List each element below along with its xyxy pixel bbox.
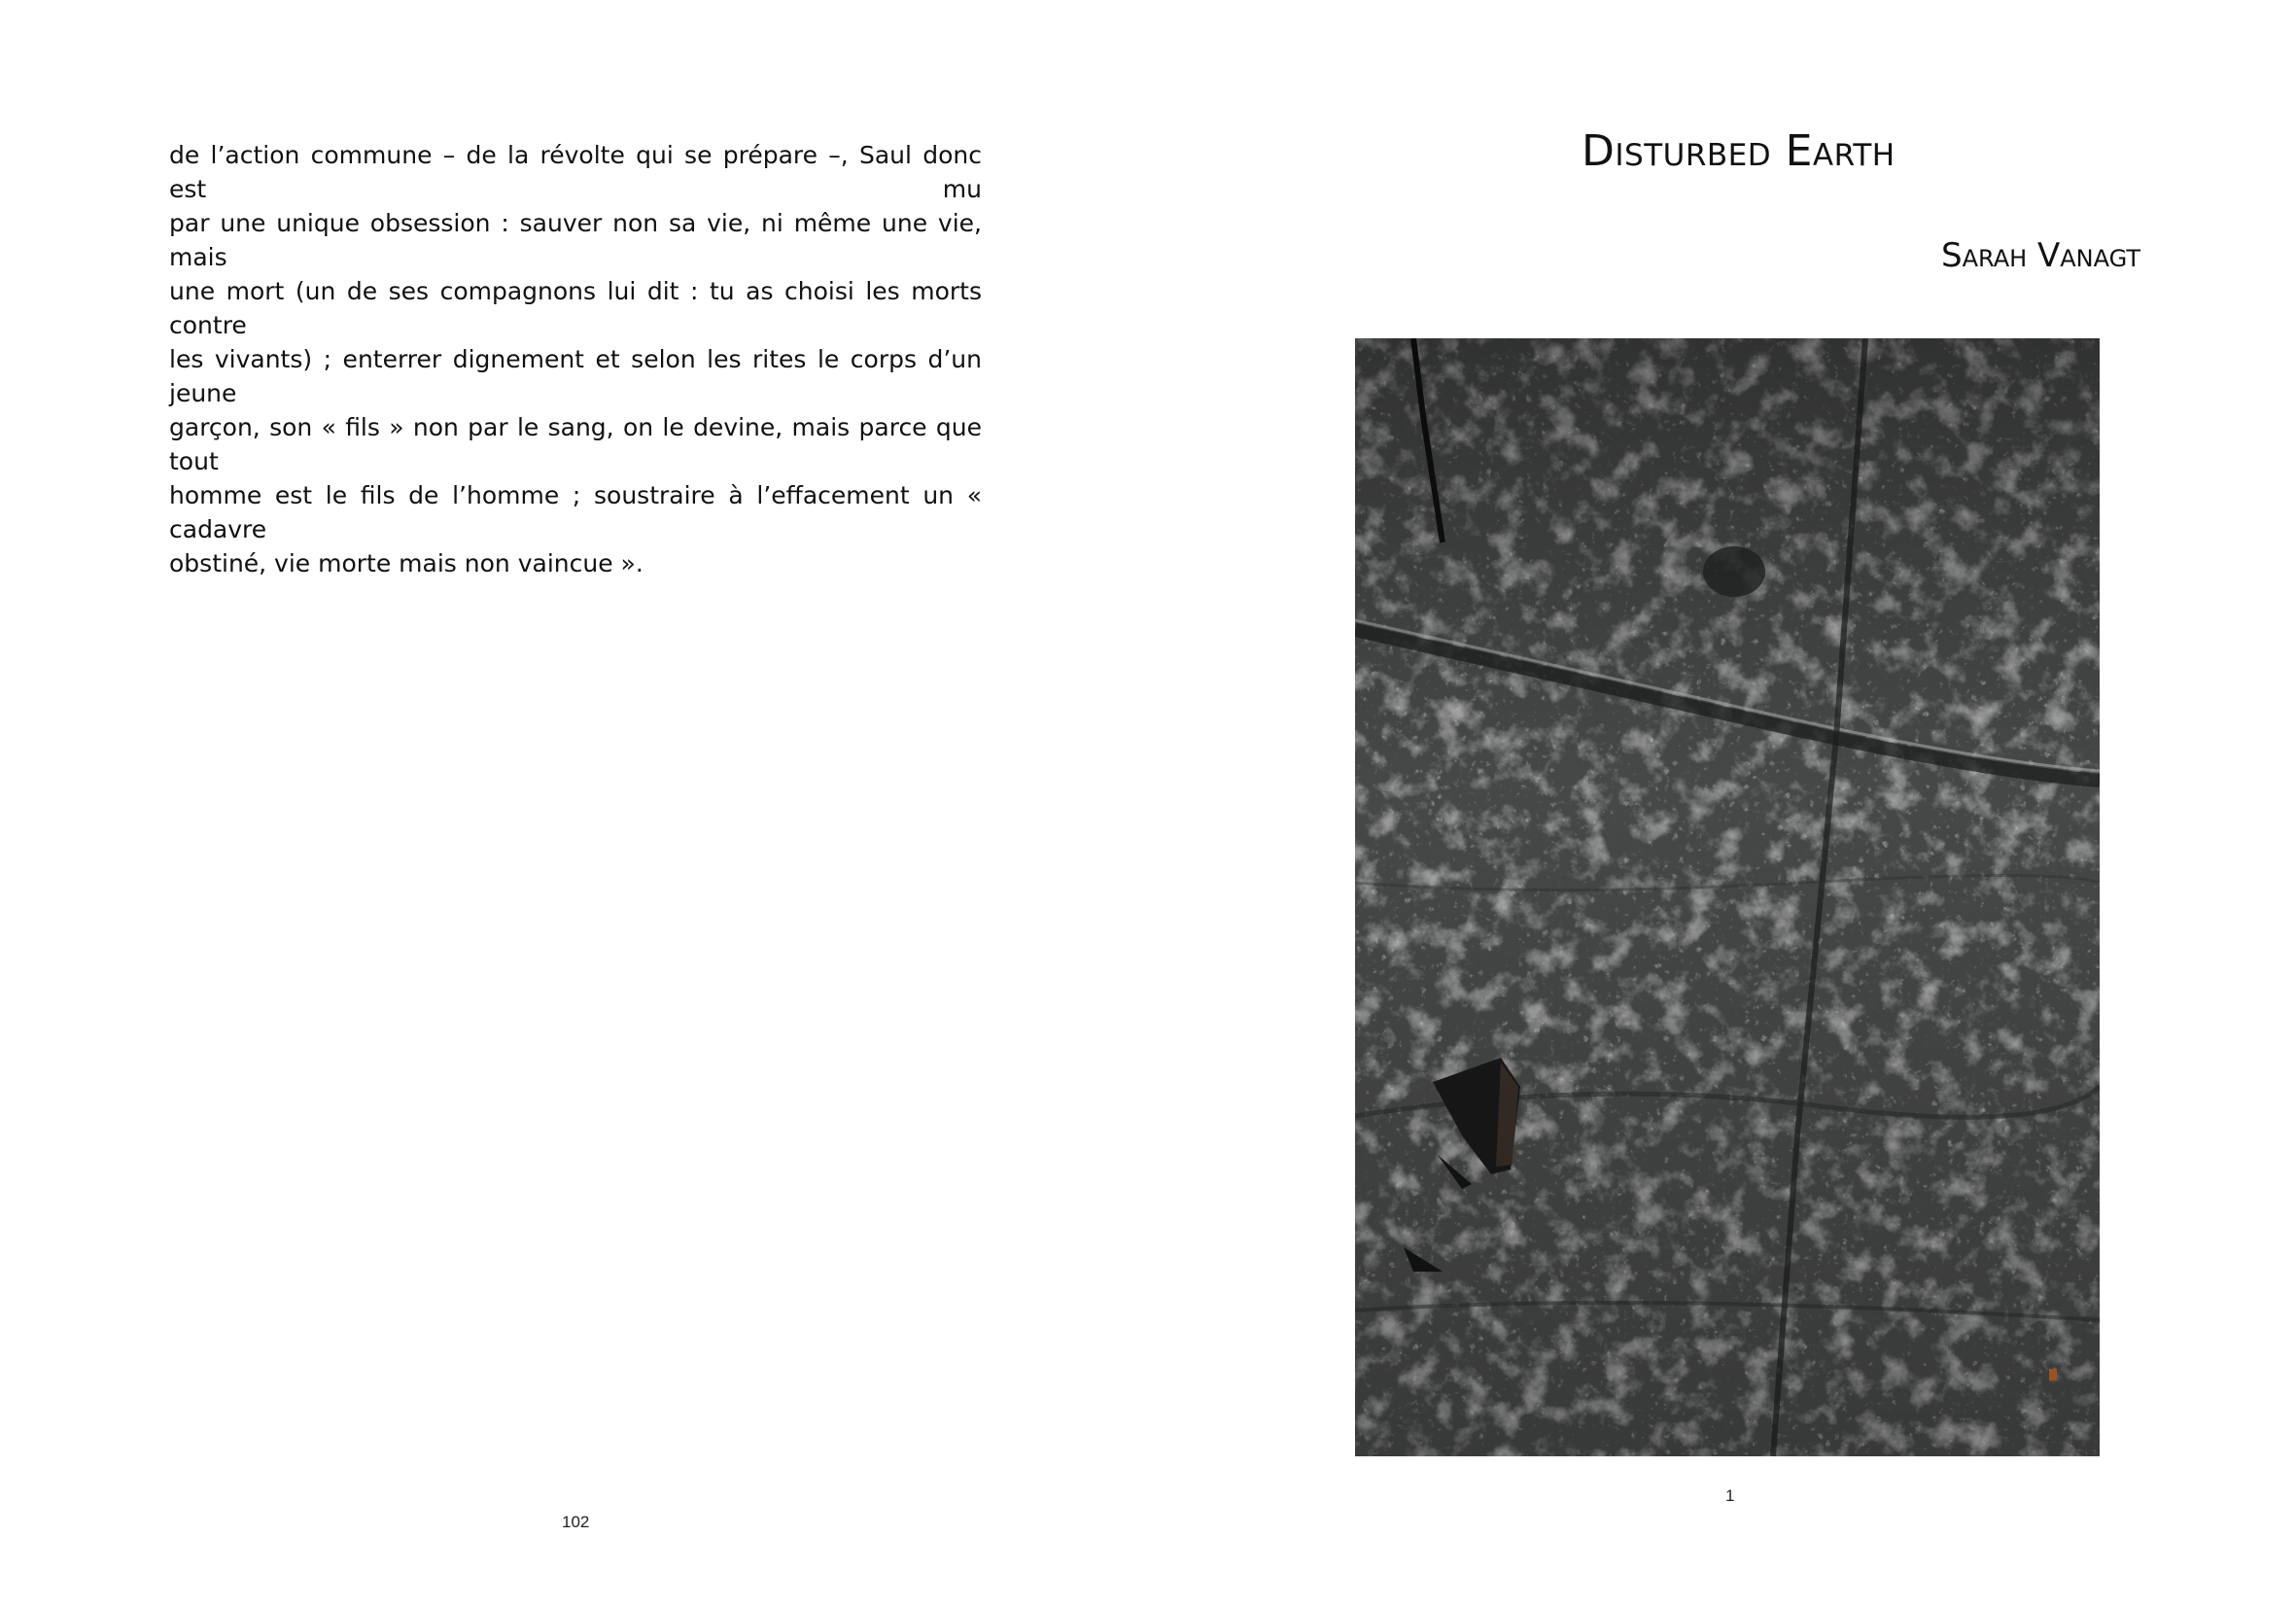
author-name: Sarah Vanagt: [1940, 236, 2140, 275]
right-page: [1148, 0, 2296, 1607]
body-line: obstiné, vie morte mais non vaincue ».: [169, 549, 644, 577]
body-line: les vivants) ; enterrer dignement et selon les rites le corps d’un jeune: [169, 345, 982, 407]
body-line: homme est le fils de l’homme ; soustraire à l’effacement un « cadavre: [169, 481, 982, 543]
body-line: par une unique obsession : sauver non sa vie, ni même une vie, mais: [169, 209, 982, 271]
photo-graphic: [1355, 338, 2100, 1456]
body-line: garçon, son « fils » non par le sang, on le devine, mais parce que tout: [169, 413, 982, 475]
body-line: une mort (un de ses compagnons lui dit : tu as choisi les morts contre: [169, 277, 982, 339]
body-paragraph: [169, 138, 982, 580]
chapter-title: Disturbed Earth: [1582, 126, 1896, 176]
body-line: de l’action commune – de la révolte qui se prépare –, Saul donc est mu: [169, 141, 982, 203]
photo-caption-number: 1: [1725, 1486, 1735, 1505]
page-number-left: 102: [562, 1513, 590, 1531]
stone-wall-photo: [1355, 338, 2100, 1456]
